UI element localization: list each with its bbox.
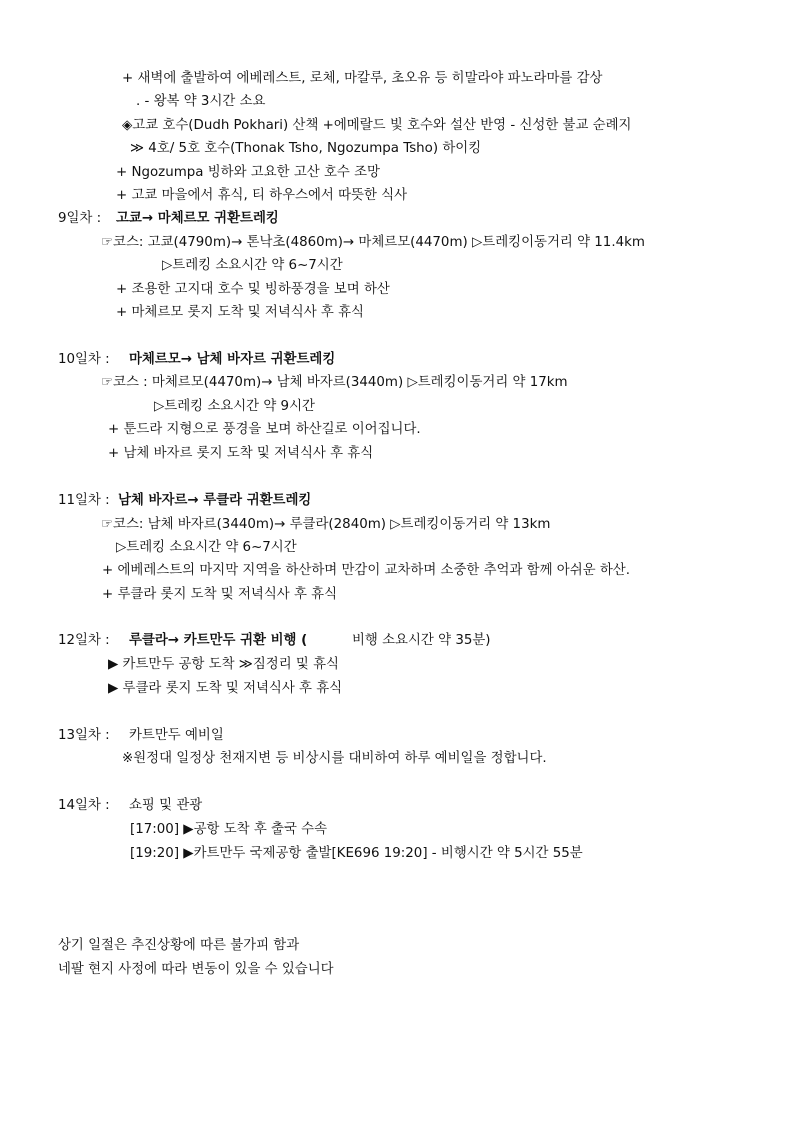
day8-note-glacier: + Ngozumpa 빙하와 고요한 고산 호수 조망 xyxy=(116,165,380,180)
day14-label: 14일차 : xyxy=(58,798,110,813)
day12-title: 루클라→ 카트만두 귀환 비행 ( xyxy=(129,633,308,648)
day9-title: 고쿄→ 마체르모 귀환트레킹 xyxy=(116,211,279,226)
day9-label: 9일차 : xyxy=(58,211,102,226)
day12-flight-duration: 비행 소요시간 약 35분) xyxy=(352,633,491,648)
day11-label: 11일차 : xyxy=(58,493,110,508)
day11-note-descent: + 에베레스트의 마지막 지역을 하산하며 만감이 교차하며 소중한 추억과 함께 아쉬운 하산. xyxy=(102,563,630,578)
day13-title: 카트만두 예비일 xyxy=(129,728,224,743)
day10-note-tundra: + 툰드라 지형으로 풍경을 보며 하산길로 이어집니다. xyxy=(108,422,421,437)
day13-label: 13일차 : xyxy=(58,728,110,743)
day11-title: 남체 바자르→ 루클라 귀환트레킹 xyxy=(118,493,312,508)
day10-course: ☞코스 : 마체르모(4470m)→ 남체 바자르(3440m) ▷트레킹이동거리 약 17km xyxy=(101,375,568,390)
day11-note-lodge: + 루클라 롯지 도착 및 저녁식사 후 휴식 xyxy=(102,587,338,602)
day9-note-scenery: + 조용한 고지대 호수 및 빙하풍경을 보며 하산 xyxy=(116,282,390,297)
day8-note-lake-hiking: ≫ 4호/ 5호 호수(Thonak Tsho, Ngozumpa Tsho) 하이킹 xyxy=(130,141,482,156)
notice-line-1: 상기 일절은 추진상황에 따른 불가피 함과 xyxy=(58,938,300,953)
day12-label: 12일차 : xyxy=(58,633,110,648)
notice-line-2: 네팔 현지 사정에 따라 변동이 있을 수 있습니다 xyxy=(58,962,334,977)
day8-note-rest: + 고쿄 마을에서 휴식, 티 하우스에서 따뜻한 식사 xyxy=(116,188,408,203)
day10-title: 마체르모→ 남체 바자르 귀환트레킹 xyxy=(129,352,336,367)
day10-note-lodge: + 남체 바자르 롯지 도착 및 저녁식사 후 휴식 xyxy=(108,446,374,461)
day8-note-duration: . - 왕복 약 3시간 소요 xyxy=(136,94,266,109)
day12-note-lodge: ▶ 루클라 롯지 도착 및 저녁식사 후 휴식 xyxy=(108,681,343,696)
day13-note-reserve: ※원정대 일정상 천재지변 등 비상시를 대비하여 하루 예비일을 정합니다. xyxy=(122,751,547,766)
day12-note-airport: ▶ 카트만두 공항 도착 ≫짐정리 및 휴식 xyxy=(108,657,339,672)
day9-course: ☞코스: 고쿄(4790m)→ 톤낙초(4860m)→ 마체르모(4470m) ▷트레킹이동거리 약 11.4km xyxy=(101,235,645,250)
day14-title: 쇼핑 및 관광 xyxy=(129,798,203,813)
day11-time: ▷트레킹 소요시간 약 6~7시간 xyxy=(116,540,297,555)
day10-time: ▷트레킹 소요시간 약 9시간 xyxy=(154,399,315,414)
day8-note-panorama: + 새벽에 출발하여 에베레스트, 로체, 마칼루, 초오유 등 히말라야 파노라마를 감상 xyxy=(122,71,603,86)
day14-note-checkin: [17:00] ▶공항 도착 후 출국 수속 xyxy=(130,822,328,837)
day8-note-gokyo-lake: ◈고쿄 호수(Dudh Pokhari) 산책 +에메랄드 빛 호수와 설산 반영 - 신성한 불교 순례지 xyxy=(122,118,632,133)
day9-note-lodge: + 마체르모 롯지 도착 및 저녁식사 후 휴식 xyxy=(116,305,364,320)
day10-label: 10일차 : xyxy=(58,352,110,367)
day9-time: ▷트레킹 소요시간 약 6~7시간 xyxy=(162,258,343,273)
day14-note-departure: [19:20] ▶카트만두 국제공항 출발[KE696 19:20] - 비행시간 약 5시간 55분 xyxy=(130,846,583,861)
day11-course: ☞코스: 남체 바자르(3440m)→ 루클라(2840m) ▷트레킹이동거리 약 13km xyxy=(101,517,551,532)
